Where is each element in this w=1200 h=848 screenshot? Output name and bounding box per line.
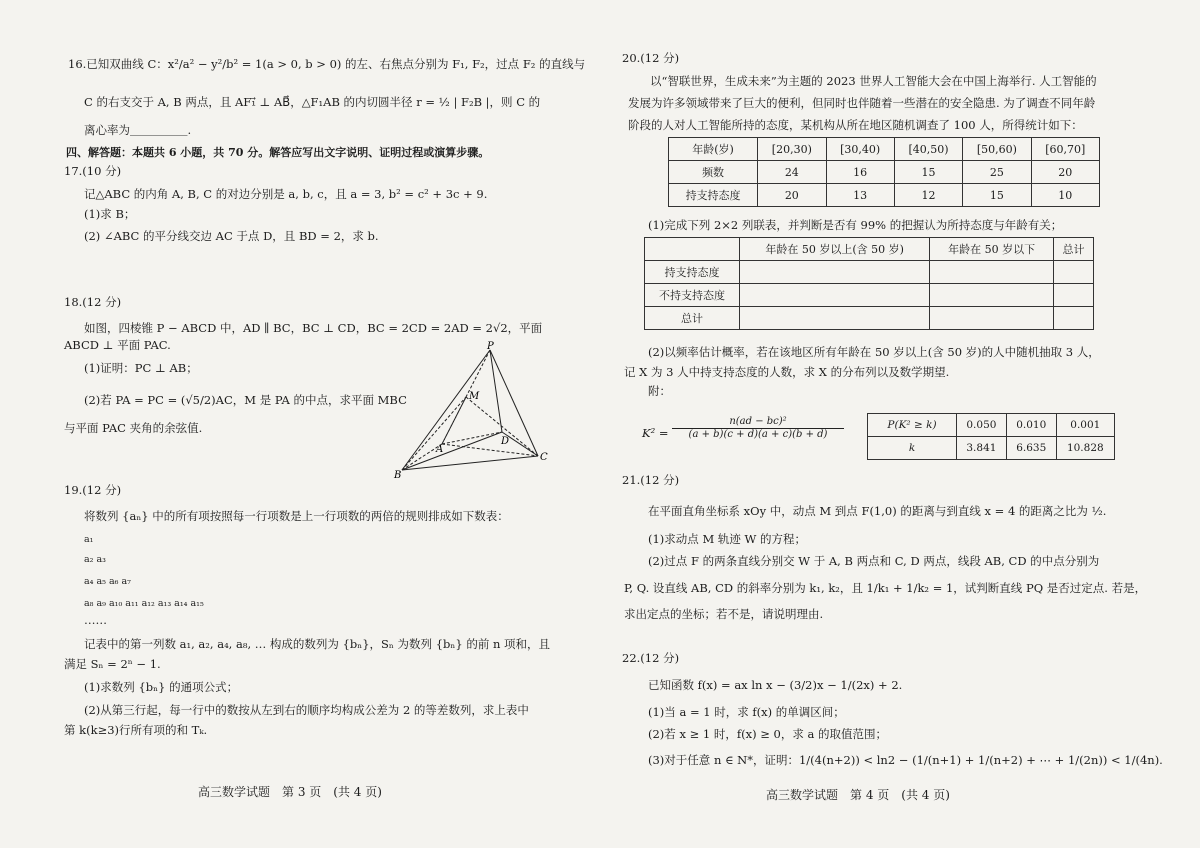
table-cell (1054, 261, 1094, 284)
k-squared-denominator: (a + b)(c + d)(a + c)(b + d) (688, 429, 828, 440)
q22-line4: (3)对于任意 n ∈ N*，证明：1/(4(n+2)) < ln2 − (1/(n+1) + 1/(n+2) + ⋯ + 1/(2n)) < 1/(4n). (648, 753, 1163, 767)
table-row (645, 284, 1094, 307)
age-frequency-table (668, 137, 1100, 207)
table-cell: 15 (963, 184, 1031, 207)
section-4-heading: 四、解答题：本题共 6 小题，共 70 分。解答应写出文字说明、证明过程或演算步骤。 (66, 146, 490, 159)
table-cell: 年龄在 50 岁以下 (930, 238, 1054, 261)
table-cell: 频数 (669, 161, 758, 184)
label-D: D (501, 436, 510, 447)
table-row (645, 307, 1094, 330)
table-cell: [60,70] (1031, 138, 1099, 161)
table-row (645, 238, 1094, 261)
table-cell: 6.635 (1006, 437, 1056, 460)
table-cell: 持支持态度 (645, 261, 740, 284)
table-cell (930, 284, 1054, 307)
critical-value-table (867, 413, 1115, 460)
table-cell (1054, 307, 1094, 330)
q22-line2: (1)当 a = 1 时，求 f(x) 的单调区间； (648, 705, 845, 719)
table-cell: [20,30) (758, 138, 826, 161)
q20-line6: 记 X 为 3 人中持支持态度的人数，求 X 的分布列以及数学期望. (624, 365, 950, 379)
table-cell: 16 (826, 161, 894, 184)
q20-line2: 发展为许多领域带来了巨大的便利，但同时也伴随着一些潜在的安全隐患. 为了调查不同年龄 (628, 96, 1096, 110)
q17-line1: 记△ABC 的内角 A, B, C 的对边分别是 a, b, c，且 a = 3, b² = c² + 3c + 9. (84, 187, 488, 201)
q21-line5: 求出定点的坐标；若不是，请说明理由. (624, 607, 824, 621)
label-C: C (540, 452, 548, 463)
q18-line1: 如图，四棱锥 P − ABCD 中，AD ∥ BC，BC ⊥ CD，BC = 2CD = 2AD = 2√2，平面 (84, 321, 543, 335)
table-cell: 总计 (1054, 238, 1094, 261)
q18-line5: 与平面 PAC 夹角的余弦值. (64, 421, 203, 435)
page-4 (600, 0, 1200, 848)
q20-appendix: 附： (648, 384, 671, 398)
q18-head: 18.(12 分) (64, 295, 122, 309)
k-squared-numerator: n(ad − bc)² (672, 416, 844, 429)
table-row (868, 414, 1115, 437)
table-row (669, 138, 1100, 161)
table-cell: 20 (758, 184, 826, 207)
q17-line2: (1)求 B； (84, 207, 136, 221)
table-cell: 不持支持态度 (645, 284, 740, 307)
label-P: P (487, 341, 494, 352)
q19-line2: 记表中的第一列数 a₁, a₂, a₄, a₈, … 构成的数列为 {bₙ}，Sₙ 为数列 {bₙ} 的前 n 项和，且 (84, 637, 551, 651)
table-cell (740, 284, 930, 307)
q19-table-row1: a₁ (84, 534, 94, 545)
q21-head: 21.(12 分) (622, 473, 680, 487)
q21-line4: P, Q. 设直线 AB, CD 的斜率分别为 k₁, k₂，且 1/k₁ + 1/k₂ = 1，试判断直线 PQ 是否过定点. 若是， (624, 581, 1147, 595)
k-squared-fraction (672, 416, 844, 441)
q16-line2: C 的右支交于 A, B 两点，且 AF₁⃗ ⊥ AB⃗，△F₁AB 的内切圆半径 r = ½ | F₂B |，则 C 的 (84, 95, 541, 109)
table-row (868, 437, 1115, 460)
table-cell (645, 238, 740, 261)
table-cell (740, 261, 930, 284)
footer-page-4: 高三数学试题 第 4 页 (共 4 页) (766, 788, 950, 802)
q19-table-row4: a₈ a₉ a₁₀ a₁₁ a₁₂ a₁₃ a₁₄ a₁₅ (84, 598, 204, 609)
q22-line1: 已知函数 f(x) = ax ln x − (3/2)x − 1/(2x) + 2. (648, 678, 903, 692)
q17-head: 17.(10 分) (64, 164, 122, 178)
k-squared-label: K² = (642, 426, 669, 440)
q20-line3: 阶段的人对人工智能所持的态度，某机构从所在地区随机调查了 100 人，所得统计如下： (628, 118, 1083, 132)
footer-page-3: 高三数学试题 第 3 页 (共 4 页) (198, 785, 382, 799)
q21-line3: (2)过点 F 的两条直线分别交 W 于 A, B 两点和 C, D 两点，线段 AB, CD 的中点分别为 (648, 554, 1100, 568)
q20-line1: 以“智联世界，生成未来”为主题的 2023 世界人工智能大会在中国上海举行. 人工智能的 (650, 74, 1097, 88)
table-cell: 年龄(岁) (669, 138, 758, 161)
table-cell: 0.010 (1006, 414, 1056, 437)
q19-head: 19.(12 分) (64, 483, 122, 497)
table-cell (1054, 284, 1094, 307)
q20-line5: (2)以频率估计概率，若在该地区所有年龄在 50 岁以上(含 50 岁)的人中随机抽取 3 人， (648, 345, 1100, 359)
table-cell: k (868, 437, 957, 460)
table-cell: 15 (894, 161, 962, 184)
table-cell: 总计 (645, 307, 740, 330)
contingency-table (644, 237, 1094, 330)
q17-line3: (2) ∠ABC 的平分线交边 AC 于点 D，且 BD = 2，求 b. (84, 229, 379, 243)
q19-line1: 将数列 {aₙ} 中的所有项按照每一行项数是上一行项数的两倍的规则排成如下数表： (84, 509, 509, 523)
q22-line3: (2)若 x ≥ 1 时，f(x) ≥ 0，求 a 的取值范围； (648, 727, 887, 741)
q19-table-row2: a₂ a₃ (84, 554, 106, 565)
q16-line1: 16.已知双曲线 C：x²/a² − y²/b² = 1(a > 0, b > 0) 的左、右焦点分别为 F₁, F₂，过点 F₂ 的直线与 (68, 57, 586, 71)
q19-table-row3: a₄ a₅ a₆ a₇ (84, 576, 131, 587)
q21-line1: 在平面直角坐标系 xOy 中，动点 M 到点 F(1,0) 的距离与到直线 x = 4 的距离之比为 ½. (648, 504, 1107, 518)
label-M: M (469, 391, 480, 402)
q18-line2: ABCD ⊥ 平面 PAC. (64, 338, 171, 352)
q22-head: 22.(12 分) (622, 651, 680, 665)
label-B: B (394, 470, 402, 480)
table-cell: 持支持态度 (669, 184, 758, 207)
pyramid-figure (390, 340, 570, 480)
table-cell: 10.828 (1056, 437, 1114, 460)
table-cell: 20 (1031, 161, 1099, 184)
q19-dots: …… (84, 613, 107, 627)
q18-line4: (2)若 PA = PC = (√5/2)AC，M 是 PA 的中点，求平面 MBC (84, 393, 407, 407)
q16-line3: 离心率为＿＿＿＿＿. (84, 123, 192, 137)
table-row (669, 161, 1100, 184)
table-cell: [50,60) (963, 138, 1031, 161)
q20-head: 20.(12 分) (622, 51, 680, 65)
table-cell: 25 (963, 161, 1031, 184)
table-cell: 10 (1031, 184, 1099, 207)
table-cell: 3.841 (957, 437, 1007, 460)
table-cell: 0.001 (1056, 414, 1114, 437)
table-cell (740, 307, 930, 330)
table-cell: [40,50) (894, 138, 962, 161)
q19-line6: 第 k(k≥3)行所有项的和 Tₖ. (64, 723, 208, 737)
q20-line4: (1)完成下列 2×2 列联表，并判断是否有 99% 的把握认为所持态度与年龄有关； (648, 218, 1063, 232)
table-cell: 0.050 (957, 414, 1007, 437)
table-cell (930, 261, 1054, 284)
q18-line3: (1)证明：PC ⊥ AB； (84, 361, 198, 375)
table-cell: [30,40) (826, 138, 894, 161)
q19-line3: 满足 Sₙ = 2ⁿ − 1. (64, 657, 161, 671)
table-row (669, 184, 1100, 207)
table-cell: 年龄在 50 岁以上(含 50 岁) (740, 238, 930, 261)
q21-line2: (1)求动点 M 轨迹 W 的方程； (648, 532, 807, 546)
label-A: A (436, 444, 444, 455)
table-cell: 13 (826, 184, 894, 207)
q19-line4: (1)求数列 {bₙ} 的通项公式； (84, 680, 239, 694)
table-cell: P(K² ≥ k) (868, 414, 957, 437)
table-row (645, 261, 1094, 284)
table-cell: 24 (758, 161, 826, 184)
q19-line5: (2)从第三行起，每一行中的数按从左到右的顺序均构成公差为 2 的等差数列，求上表中 (84, 703, 529, 717)
table-cell: 12 (894, 184, 962, 207)
table-cell (930, 307, 1054, 330)
